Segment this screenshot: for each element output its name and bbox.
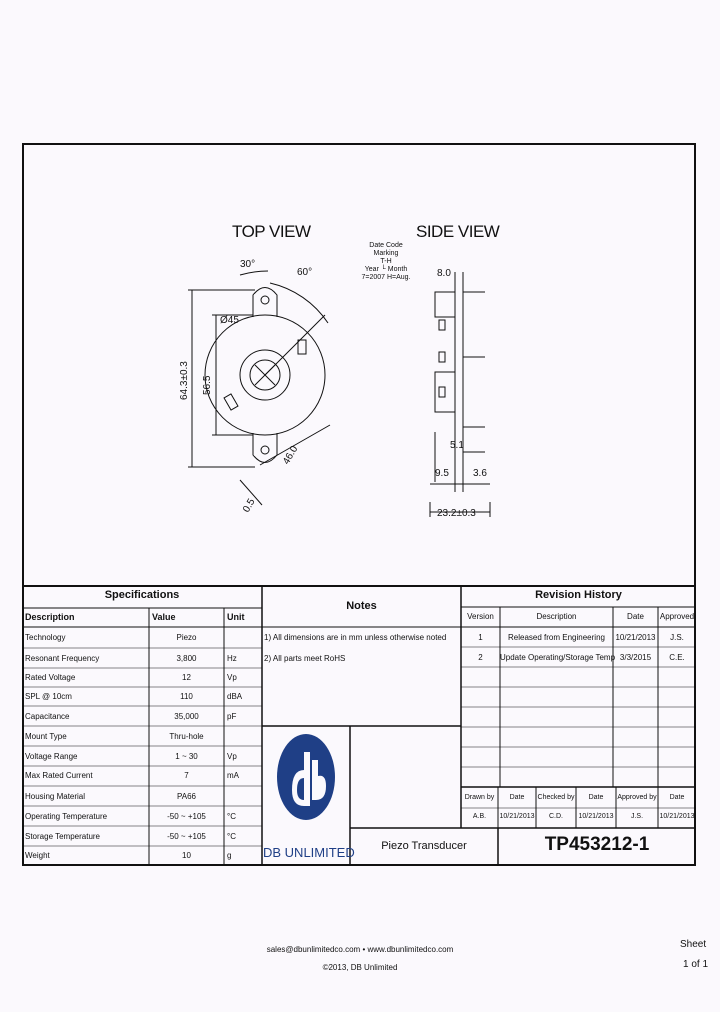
spec-row-description: Technology [25, 633, 66, 642]
signoff-drawn-by: A.B. [472, 813, 487, 820]
revision-header-description: Description [536, 612, 577, 621]
specs-header-unit: Unit [227, 612, 245, 622]
revision-header-version: Version [467, 612, 494, 621]
signoff-drawn-date: 10/21/2013 [499, 813, 535, 820]
spec-row-unit: Vp [227, 673, 237, 682]
spec-row-description: Housing Material [25, 792, 86, 801]
revision-version: 2 [478, 653, 483, 662]
spec-row-unit: Vp [227, 752, 237, 761]
dim-side-5-1: 5.1 [450, 440, 464, 451]
dim-diagonal-46: 46.0 [281, 444, 301, 467]
dim-side-8: 8.0 [437, 268, 451, 279]
dim-side-width: 23.2±0.3 [437, 508, 476, 519]
spec-row-value: 10 [182, 851, 191, 860]
spec-row-description: Voltage Range [25, 752, 78, 761]
part-number: TP453212-1 [544, 834, 650, 855]
spec-row-unit: pF [227, 712, 237, 721]
dim-height-inner: 56.5 [202, 375, 213, 395]
specs-title: Specifications [104, 589, 180, 601]
footer-contact: sales@dbunlimitedco.com • www.dbunlimitedco.com [266, 945, 454, 954]
revision-date: 10/21/2013 [615, 633, 656, 642]
signoff-header-checked-by: Checked by [537, 794, 575, 801]
signoff-header-date: Date [509, 794, 525, 801]
note-item: 2) All parts meet RoHS [264, 654, 346, 663]
dim-thickness: 0.5 [241, 496, 258, 515]
sheet-label: Sheet [680, 939, 707, 950]
top-view-title: TOP VIEW [232, 222, 311, 241]
spec-row-value: 35,000 [174, 712, 199, 721]
spec-row-description: Weight [25, 851, 50, 860]
spec-row-value: -50 ~ +105 [167, 832, 206, 841]
spec-row-description: Operating Temperature [25, 812, 108, 821]
spec-row-unit: dBA [227, 692, 243, 701]
spec-row-value: 1 ~ 30 [175, 752, 198, 761]
signoff-checked-date: 10/21/2013 [578, 813, 614, 820]
dim-angle-60: 60° [297, 267, 313, 278]
notes-title: Notes [346, 600, 377, 612]
spec-row-value: 3,800 [176, 654, 197, 663]
spec-row-description: Resonant Frequency [25, 654, 100, 663]
footer-copyright: ©2013, DB Unlimited [322, 963, 398, 972]
signoff-approved-date: 10/21/2013 [659, 813, 695, 820]
dim-side-3-6: 3.6 [473, 468, 487, 479]
spec-row-unit: °C [227, 812, 236, 821]
revision-date: 3/3/2015 [619, 653, 652, 662]
spec-row-description: Capacitance [25, 712, 70, 721]
spec-row-unit: g [227, 851, 232, 860]
specs-header-description: Description [25, 612, 75, 622]
spec-row-value: -50 ~ +105 [167, 812, 206, 821]
dim-height-total: 64.3±0.3 [179, 361, 190, 400]
signoff-header-drawn-by: Drawn by [464, 794, 495, 801]
revision-version: 1 [478, 633, 483, 642]
spec-row-value: PA66 [177, 792, 196, 801]
note-item: 1) All dimensions are in mm unless otherwise noted [264, 633, 447, 642]
logo-text: DB UNLIMITED [263, 845, 355, 860]
spec-row-description: SPL @ 10cm [25, 692, 72, 701]
spec-row-unit: Hz [227, 654, 237, 663]
revision-approved: J.S. [670, 633, 684, 642]
spec-row-description: Mount Type [25, 732, 67, 741]
dim-angle-30: 30° [240, 259, 256, 270]
product-name: Piezo Transducer [381, 840, 467, 852]
signoff-checked-by: C.D. [549, 813, 563, 820]
revision-header-date: Date [627, 612, 644, 621]
spec-row-unit: mA [227, 771, 239, 780]
spec-row-value: 7 [184, 771, 189, 780]
revision-approved: C.E. [669, 653, 685, 662]
specs-header-value: Value [152, 612, 176, 622]
dim-side-9-5: 9.5 [435, 468, 449, 479]
revision-title: Revision History [535, 589, 622, 601]
spec-row-description: Storage Temperature [25, 832, 101, 841]
signoff-approved-by: J.S. [630, 813, 644, 820]
spec-row-value: Thru-hole [169, 732, 204, 741]
signoff-header-approved-by: Approved by [617, 794, 657, 801]
signoff-header-date: Date [588, 794, 604, 801]
spec-row-value: 12 [182, 673, 191, 682]
signoff-header-date: Date [669, 794, 685, 801]
spec-row-unit: °C [227, 832, 236, 841]
side-view-title: SIDE VIEW [416, 222, 500, 241]
spec-row-value: 110 [180, 692, 193, 701]
revision-header-approved: Approved [659, 612, 695, 621]
dim-diameter: Ø45 [220, 315, 239, 326]
spec-row-value: Piezo [176, 633, 197, 642]
db-logo-icon [270, 730, 342, 836]
revision-description: Released from Engineering [508, 633, 605, 642]
date-code-annotation: Date Code Marking T-H Year └ Month 7=2007 H=Aug. [361, 242, 411, 281]
spec-row-description: Rated Voltage [25, 673, 76, 682]
revision-description: Update Operating/Storage Temp [500, 653, 616, 662]
sheet-value: 1 of 1 [683, 959, 709, 970]
spec-row-description: Max Rated Current [25, 771, 93, 780]
